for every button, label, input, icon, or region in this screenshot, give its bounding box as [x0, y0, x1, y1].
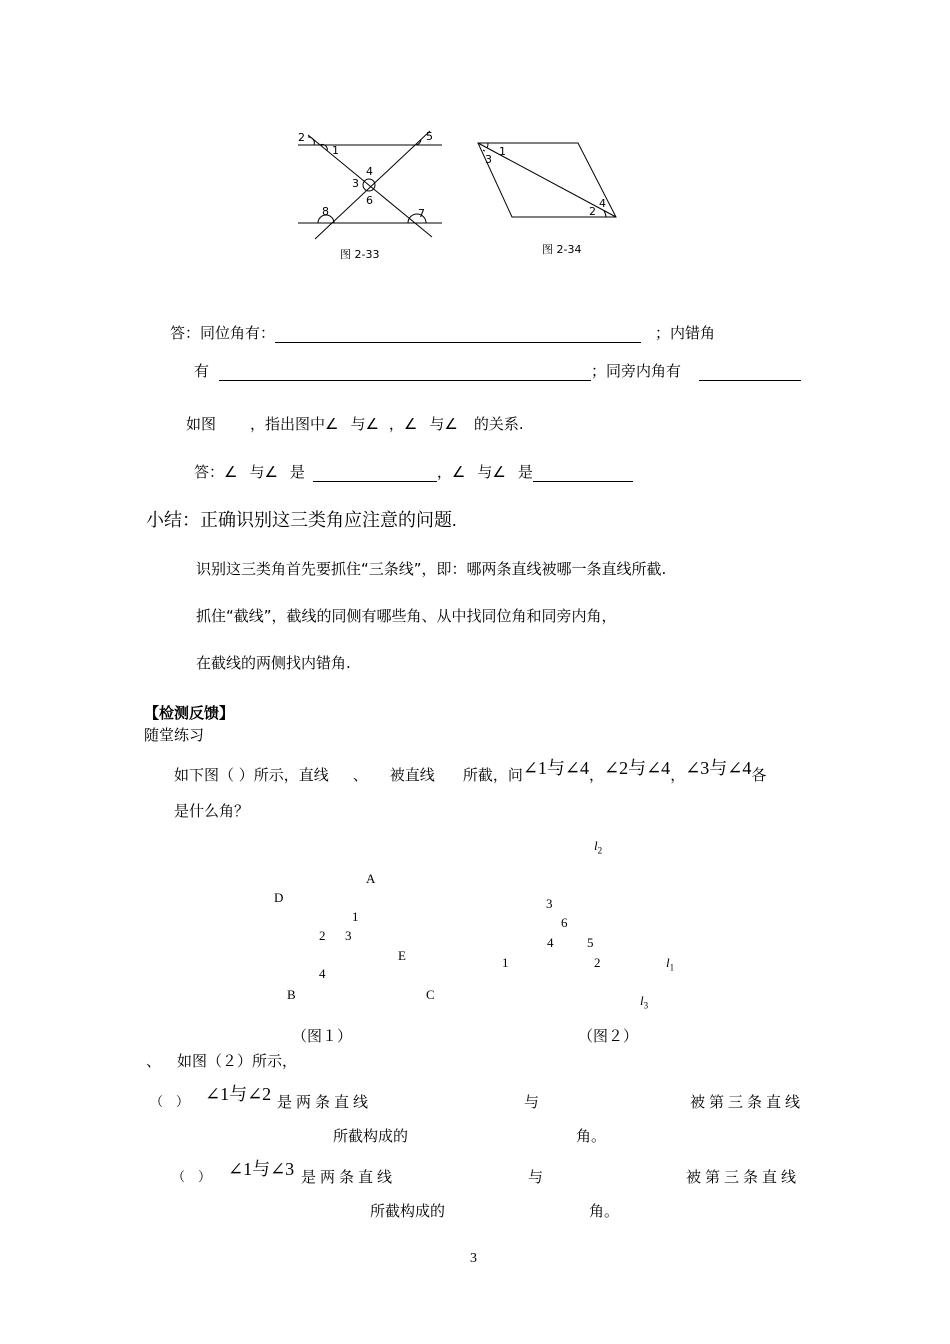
q2-item2-c: 被第三条直线 — [686, 1168, 801, 1186]
question-text: 与∠ — [350, 415, 379, 433]
question-text: ，∠ — [388, 415, 418, 433]
blank[interactable] — [533, 465, 633, 482]
diagram2-label: 6 — [561, 915, 568, 930]
fig234-caption: 图 2-34 — [542, 243, 582, 256]
question-line — [186, 413, 524, 434]
diagram2-label: 2 — [594, 955, 601, 970]
exercise-text: 各 — [751, 766, 767, 784]
diagram1-label: 2 — [319, 928, 326, 943]
angle-expression: ∠1与∠4 — [522, 758, 589, 778]
answer-text: 与∠ — [477, 463, 506, 481]
exercise-line-1 — [174, 760, 766, 786]
line-name: l — [594, 838, 598, 853]
fig233-label: 1 — [332, 144, 339, 157]
answer-text: ，∠ — [436, 463, 466, 481]
fig233-label: 3 — [352, 177, 359, 190]
fig234-label: 4 — [599, 197, 606, 210]
q2-item2-a: 是两条直线 — [301, 1168, 397, 1186]
q2-item2-paren: （ ） — [172, 1170, 212, 1185]
q2-text: 如图（２）所示， — [177, 1052, 298, 1070]
figure-2-33 — [290, 125, 450, 265]
answer-text: 是 — [289, 463, 305, 481]
angle-expression: ∠3与∠4 — [685, 758, 752, 778]
diagram2-label: 3 — [546, 896, 553, 911]
diagram1-label: 3 — [345, 928, 352, 943]
fig233-label: 2 — [298, 131, 305, 144]
question-text: 如图 — [186, 415, 217, 433]
line-name: l — [640, 993, 644, 1008]
fig233-label: 8 — [322, 205, 329, 218]
diagram1-label: D — [274, 890, 284, 905]
answer-text: 答：∠ — [194, 463, 238, 481]
diagram2-label — [666, 955, 674, 973]
diagram1-label: 4 — [319, 966, 326, 981]
blank[interactable] — [699, 364, 801, 381]
fig233-label: 6 — [366, 194, 373, 207]
summary-line-1: 识别这三类角首先要抓住“三条线”，即：哪两条直线被哪一条直线所截. — [196, 560, 667, 578]
blank[interactable] — [275, 326, 641, 343]
diagram2-label — [640, 993, 648, 1011]
answer-line-2 — [194, 360, 801, 381]
exercise-text: 如下图（ ）所示，直线 — [174, 766, 329, 784]
diagram1-label: A — [366, 871, 376, 886]
answer-line2-mid: ；同旁内角有 — [591, 362, 682, 380]
answer-line-1 — [170, 322, 715, 343]
answer-line2-prefix: 有 — [194, 362, 210, 380]
exercise-text: ， — [589, 766, 605, 784]
diagram1-label: B — [287, 987, 296, 1002]
fig234-label: 2 — [589, 205, 596, 218]
blank[interactable] — [219, 364, 591, 381]
exercise-text: ， — [670, 766, 686, 784]
q2-item2-d: 所截构成的 — [370, 1202, 446, 1220]
fig233-label: 7 — [418, 207, 425, 220]
fig233-label: 4 — [366, 165, 373, 178]
fig233-caption: 图 2-33 — [340, 248, 380, 261]
diagram1-caption: （图１） — [292, 1027, 353, 1045]
q2-text: 、 — [146, 1052, 162, 1070]
line-subscript: 3 — [643, 1000, 649, 1011]
diagram2-label: 1 — [502, 955, 509, 970]
q2-item1-b: 与 — [524, 1093, 540, 1111]
q2-item2-e: 角。 — [589, 1202, 620, 1220]
q2-intro — [146, 1050, 297, 1071]
q2-item1-e: 角。 — [576, 1127, 607, 1145]
q2-item2-b: 与 — [528, 1168, 544, 1186]
exercise-text: 、 — [352, 766, 368, 784]
exercise-text: 被直线 — [389, 766, 435, 784]
answer-text: 是 — [517, 463, 533, 481]
fig234-label: 3 — [485, 153, 492, 166]
q2-item1-expr: ∠1与∠2 — [205, 1084, 272, 1104]
q2-item1-d: 所截构成的 — [333, 1127, 409, 1145]
figure-2-34 — [470, 135, 630, 265]
answer2-line — [194, 461, 633, 482]
question-text: 与∠ — [429, 415, 458, 433]
line-subscript: 1 — [669, 962, 675, 973]
question-text: 的关系. — [473, 415, 524, 433]
summary-line-2: 抓住“截线”，截线的同侧有哪些角、从中找同位角和同旁内角， — [196, 607, 617, 625]
answer-text: 与∠ — [249, 463, 278, 481]
exercise-text: 所截，问 — [462, 766, 523, 784]
fig234-label: 1 — [499, 145, 506, 158]
diagram1-label: C — [426, 987, 435, 1002]
q2-item1-c: 被第三条直线 — [690, 1093, 805, 1111]
diagram1-label: E — [398, 948, 406, 963]
diagram2-label — [594, 838, 602, 856]
feedback-heading: 【检测反馈】 — [144, 704, 235, 722]
diagram1-label: 1 — [352, 909, 359, 924]
answer-mid: ；内错角 — [655, 324, 716, 342]
line-name: l — [666, 955, 670, 970]
q2-item1-paren: （ ） — [150, 1095, 190, 1110]
page-number: 3 — [470, 1251, 477, 1266]
summary-line-3: 在截线的两侧找内错角. — [196, 654, 351, 672]
angle-expression: ∠2与∠4 — [604, 758, 671, 778]
q2-item1-a: 是两条直线 — [277, 1093, 373, 1111]
feedback-sub: 随堂练习 — [144, 726, 205, 744]
summary-title: 小结：正确识别这三类角应注意的问题. — [146, 510, 457, 530]
answer-prefix: 答：同位角有： — [170, 324, 276, 342]
q2-item2-expr: ∠1与∠3 — [228, 1159, 295, 1179]
fig233-label: 5 — [426, 130, 433, 143]
question-text: ，指出图中∠ — [250, 415, 339, 433]
line-subscript: 2 — [597, 845, 603, 856]
diagram2-label: 4 — [547, 935, 554, 950]
blank[interactable] — [313, 465, 437, 482]
diagram2-caption: （图２） — [578, 1027, 639, 1045]
diagram2-label: 5 — [587, 935, 594, 950]
exercise-line-2: 是什么角？ — [174, 802, 250, 820]
